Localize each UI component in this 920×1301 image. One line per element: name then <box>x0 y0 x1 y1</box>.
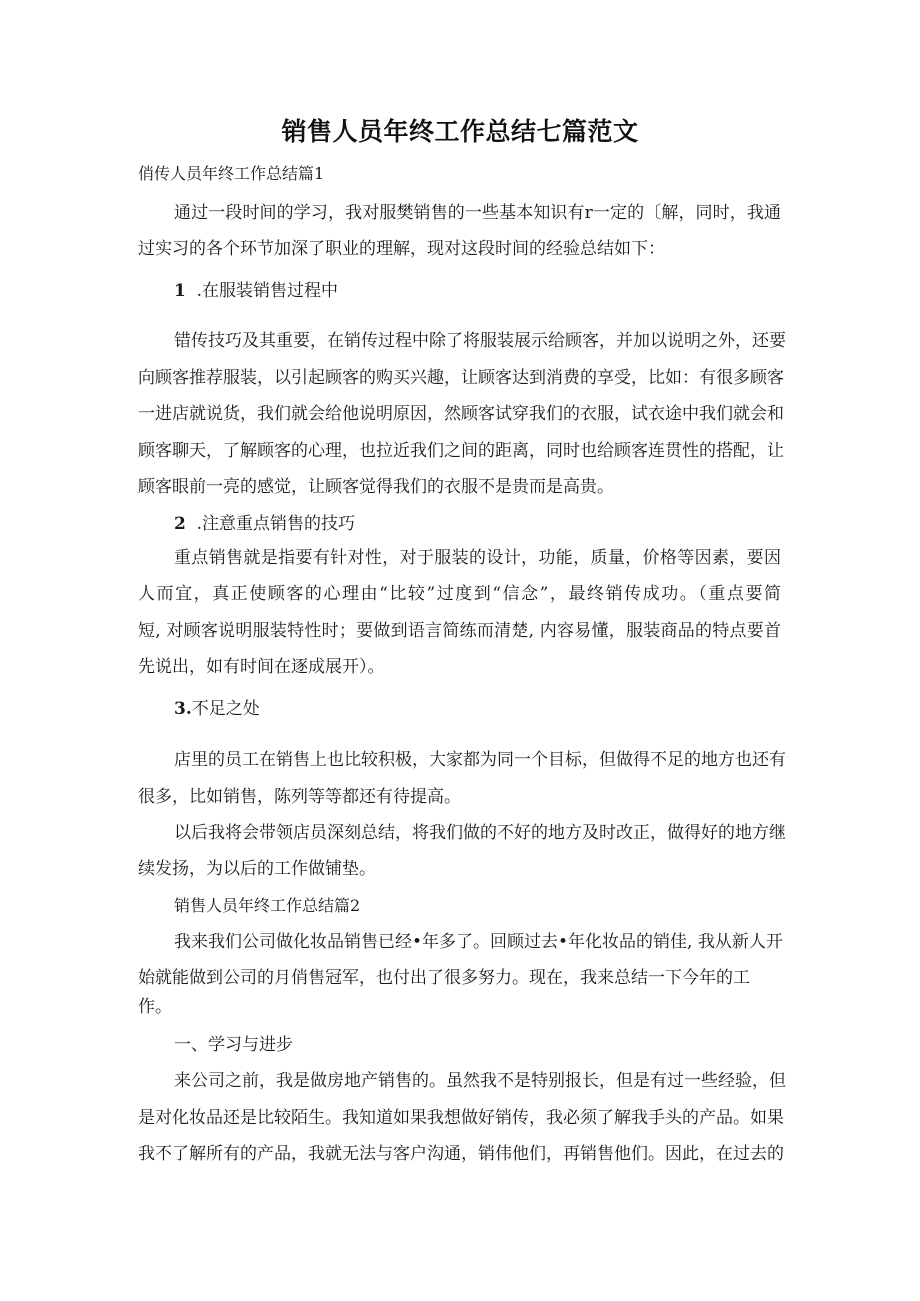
section-2-heading <box>174 513 355 535</box>
intro-line-1: 通过一段时间的学习，我对服樊销售的一些基本知识有r一定的〔解，同时，我通 <box>174 203 781 223</box>
section-2-number: 2 <box>174 514 186 534</box>
intro-line-2: 过实习的各个环节加深了职业的理解，现对这段时间的经验总结如下： <box>138 239 665 259</box>
article-2-line-3: 作。 <box>138 997 172 1017</box>
section-2-line-3: 短, 对顾客说明服装特性时；要做到语言简练而清楚, 内容易懂，服装商品的特点要首 <box>138 621 781 641</box>
article-1-subtitle: 俏传人员年终工作总结篇1 <box>138 164 325 183</box>
section-2-line-4: 先说出，如有时间在逐成展开）。 <box>138 657 385 677</box>
section-3-text: 不足之处 <box>191 699 260 719</box>
section-1-number: 1 <box>174 281 186 301</box>
section-1-line-4: 顾客聊天，了解顾客的心理，也拉近我们之间的距离，同时也给顾客连贯性的搭配，让 <box>138 441 784 461</box>
section-1-line-5: 顾客眼前一亮的感觉，让顾客觉得我们的衣服不是贵而是高贵。 <box>138 477 614 497</box>
section-3-line-4: 续发扬，为以后的工作做铺垫。 <box>138 859 376 879</box>
article-2-section-1-line-3: 我不了解所有的产品，我就无法与客户沟通，销伟他们，再销售他们。因此，在过去的 <box>138 1144 784 1164</box>
article-2-section-1-line-2: 是对化妆品还是比较陌生。我知道如果我想做好销传，我必须了解我手头的产品。如果 <box>138 1108 784 1128</box>
article-2-heading-1: 一、学习与进步 <box>174 1035 293 1055</box>
section-3-line-2: 很多，比如销售，陈列等等都还有待提高。 <box>138 787 461 807</box>
article-2-line-1: 我来我们公司做化妆品销售已经•年多了。回顾过去•年化妆品的销佳, 我从新人开 <box>174 932 783 952</box>
section-3-line-1: 店里的员工在销售上也比较积极，大家都为同一个目标，但做得不足的地方也还有 <box>174 750 786 770</box>
section-3-heading <box>174 698 260 720</box>
section-1-line-1: 错传技巧及其重要，在销传过程中除了将服装展示给顾客，并加以说明之外，还要 <box>174 331 786 351</box>
section-1-line-2: 向顾客推荐服装，以引起顾客的购买兴趣，让顾客达到消费的享受，比如：有很多顾客 <box>138 368 784 388</box>
section-3-number: 3. <box>174 699 192 719</box>
section-1-line-3: 一进店就说货，我们就会给他说明原因，然顾客试穿我们的衣服，试衣途中我们就会和 <box>138 404 784 424</box>
section-1-text: .在服装销售过程中 <box>196 281 339 301</box>
section-1-heading <box>174 280 338 302</box>
section-2-line-1: 重点销售就是指要有针对性，对于服装的设计，功能，质量，价格等因素，要因 <box>174 548 781 568</box>
article-2-line-2: 始就能做到公司的月俏售冠军，也付出了很多努力。现在，我来总结一下今年的工 <box>138 968 750 988</box>
section-2-text: .注意重点销售的技巧 <box>196 514 356 534</box>
document-title: 销售人员年终工作总结七篇范文 <box>281 117 639 146</box>
article-2-section-1-line-1: 来公司之前，我是做房地产销售的。虽然我不是特别报长，但是有过一些经验，但 <box>174 1071 786 1091</box>
article-2-subtitle: 销售人员年终工作总结篇2 <box>174 896 361 915</box>
section-3-line-3: 以后我将会带领店员深刻总结，将我们做的不好的地方及时改正，做得好的地方继 <box>174 823 786 843</box>
section-2-line-2: 人而宜，真正使顾客的心理由“比较”过度到“信念”，最终销传成功。（重点要简 <box>138 584 781 604</box>
